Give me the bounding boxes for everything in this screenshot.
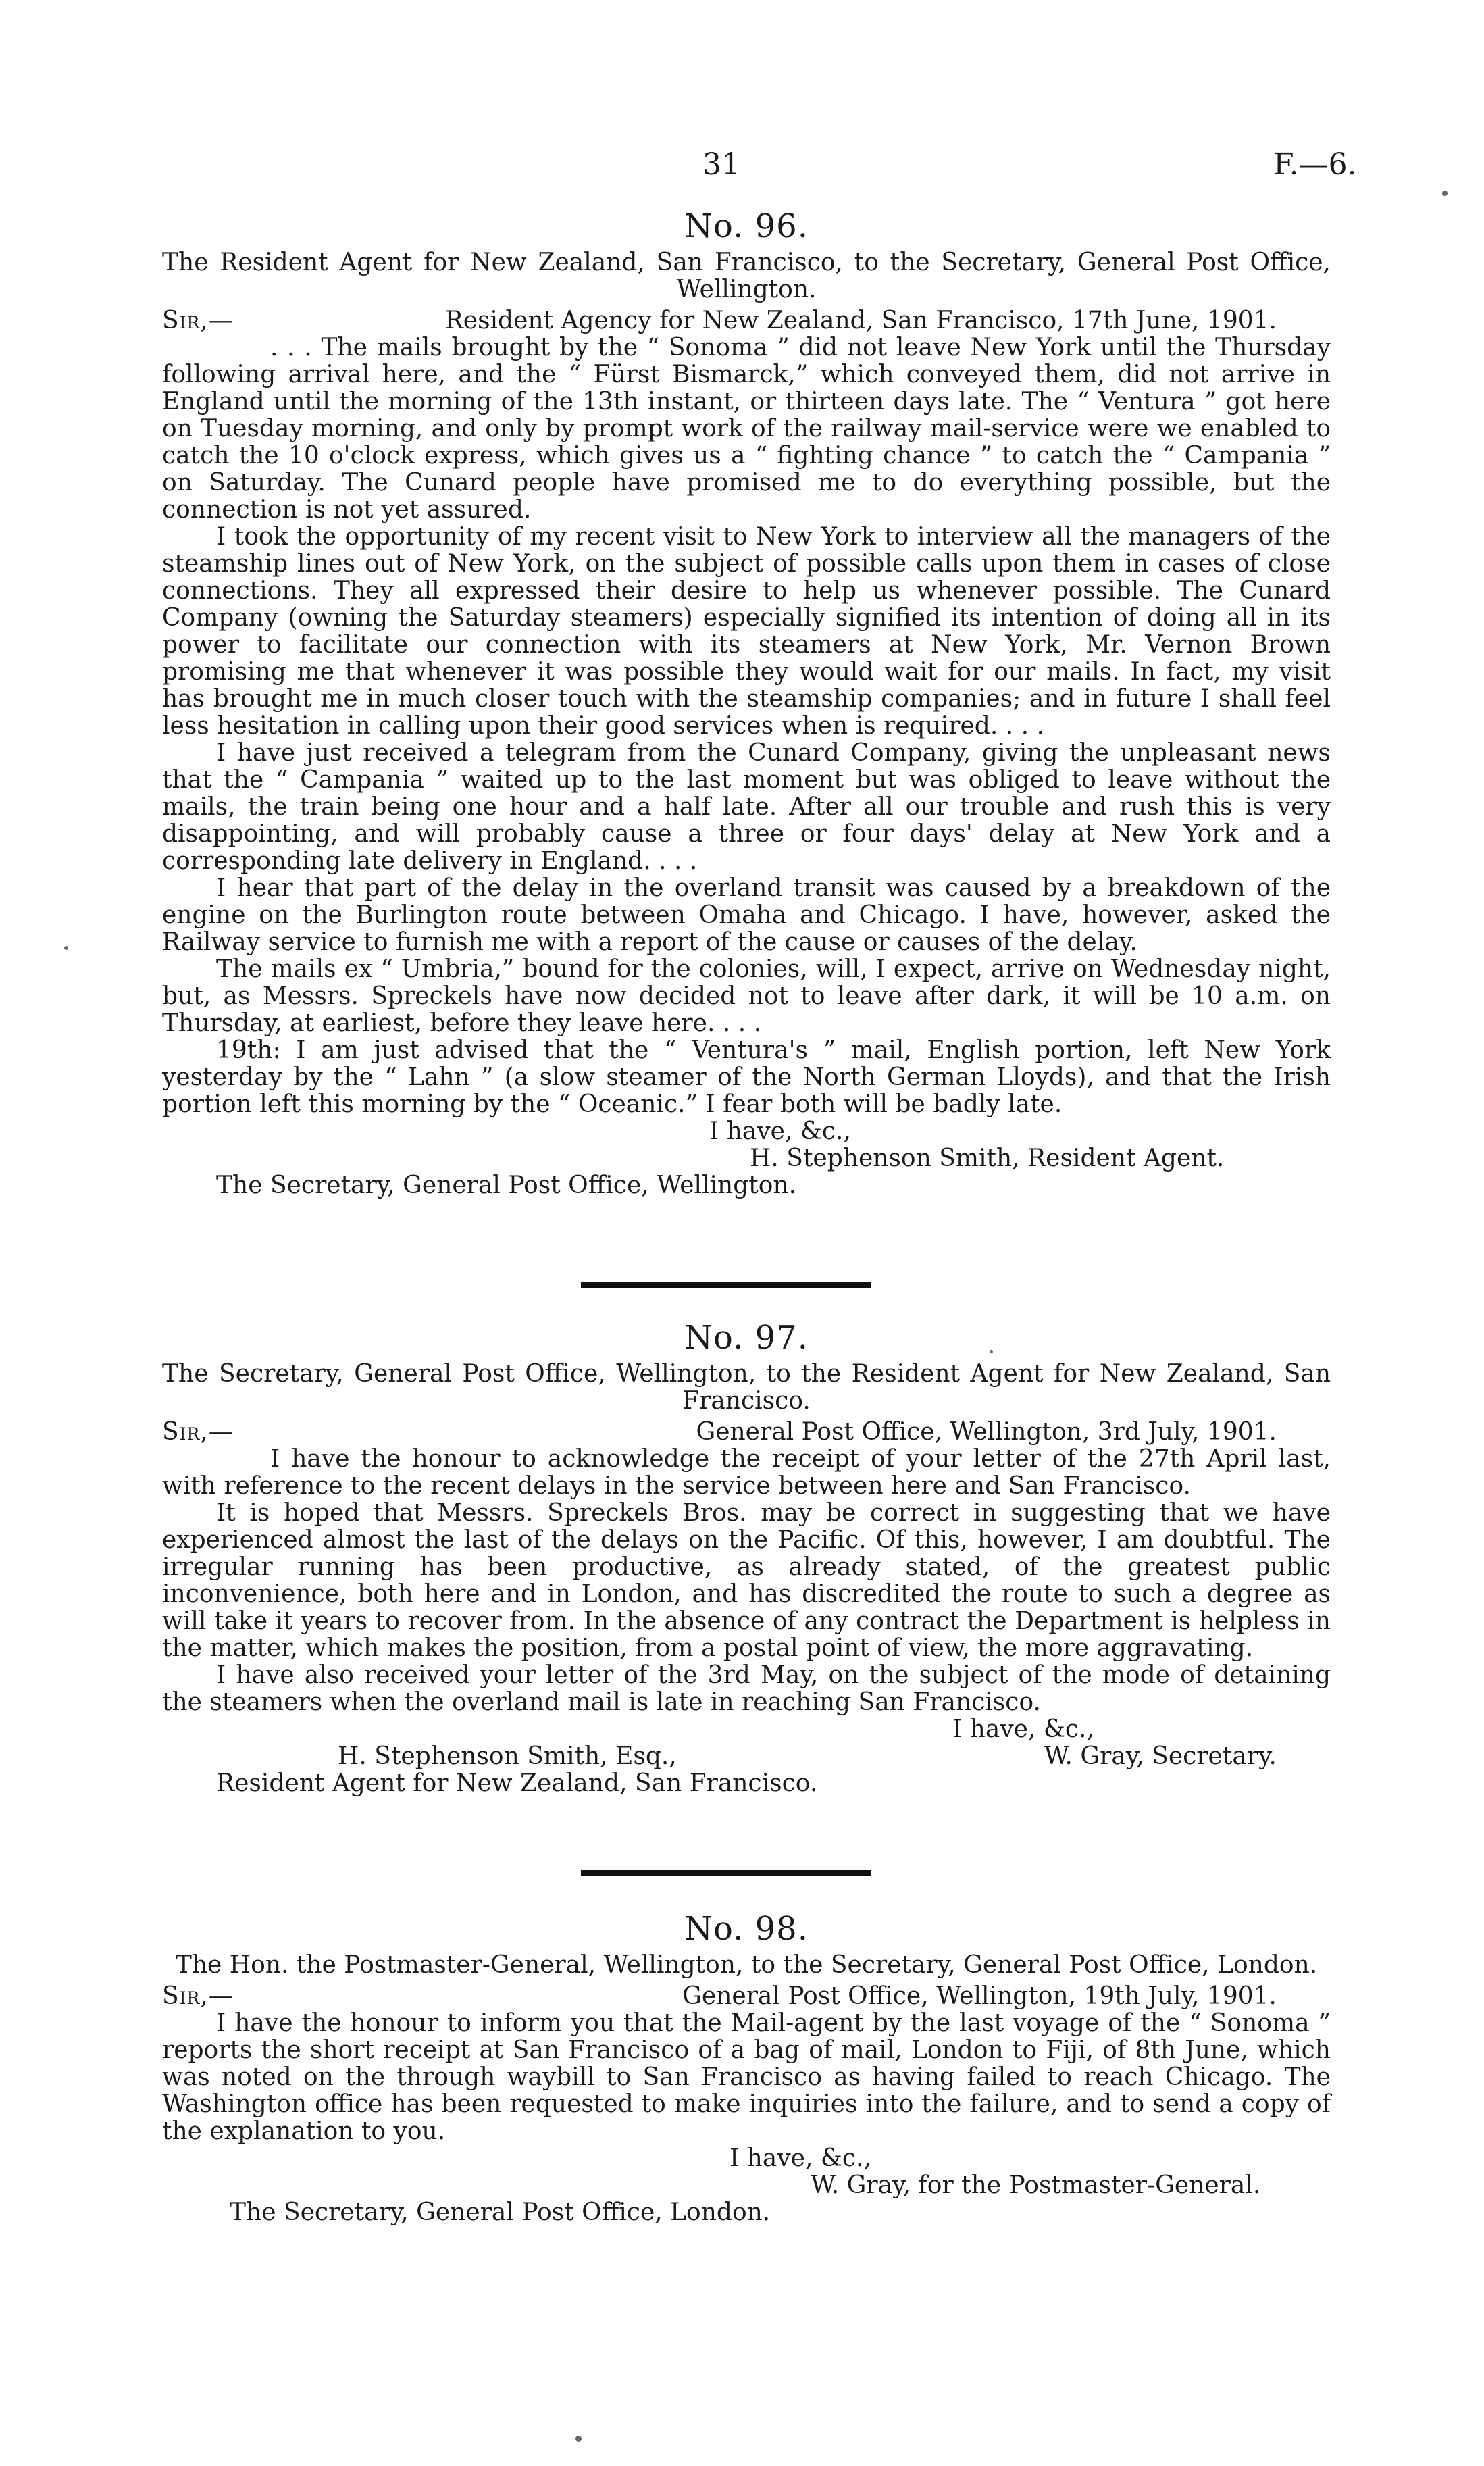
letter-97 <box>162 1319 1331 1797</box>
signature: W. Gray, Secretary. <box>1044 1742 1277 1770</box>
letter-heading: The Secretary, General Post Office, Wellington, to the Resident Agent for New Zealand, San Francisco. <box>162 1360 1331 1415</box>
letter-paragraph: . . . The mails brought by the “ Sonoma ” did not leave New York until the Thursday following arrival here, and the “ Fürst Bismarck,” which conveyed them, did not arrive in England until the morning of the 13th instant, or thirteen days late. The “ Ventura ” got here on Tuesday morning, and only by prompt work of the railway mail-service were we enabled to catch the 10 o'clock express, which gives us a “ fighting chance ” to catch the “ Campania ” on Saturday. The Cunard people have promised me to do everything possible, but the connection is not yet assured. <box>162 334 1331 524</box>
letter-paragraph: I have the honour to acknowledge the receipt of your letter of the 27th April last, with reference to the recent delays in the service between here and San Francisco. <box>162 1445 1331 1500</box>
salutation-line <box>162 1983 1331 2010</box>
salutation: Sir,— <box>162 307 234 334</box>
scan-speck <box>64 946 68 950</box>
page-number: 31 <box>702 147 740 182</box>
salutation-line <box>162 307 1331 334</box>
letter-96 <box>162 207 1331 1199</box>
closing: I have, &c., <box>709 1117 851 1145</box>
section-divider <box>581 1870 871 1876</box>
closing: I have, &c., <box>952 1715 1094 1743</box>
section-divider <box>581 1282 871 1288</box>
salutation-line <box>162 1419 1331 1446</box>
letter-98 <box>162 1910 1331 2226</box>
scan-speck <box>990 1350 993 1353</box>
letter-number: No. 97. <box>684 1319 809 1357</box>
signature-line <box>162 1743 1331 1770</box>
sender-address: Resident Agency for New Zealand, San Francisco, 17th June, 1901. <box>444 307 1277 334</box>
letter-paragraph: I have the honour to inform you that the Mail-agent by the last voyage of the “ Sonoma ” reports the short receipt at San Francisco of a bag of mail, London to Fiji, of 8th June, which was noted on the through waybill to San Francisco as having failed to reach Chicago. The Washington office has been requested to make inquiries into the failure, and to send a copy of the explanation to you. <box>162 2009 1331 2145</box>
addressee: Resident Agent for New Zealand, San Francisco. <box>216 1769 818 1797</box>
addressee: The Secretary, General Post Office, Wellington. <box>216 1172 797 1199</box>
salutation: Sir,— <box>162 1982 234 2010</box>
letter-paragraph: I took the opportunity of my recent visit to New York to interview all the managers of the steamship lines out of New York, on the subject of possible calls upon them in cases of close connections. They all expressed their desire to help us whenever possible. The Cunard Company (owning the Saturday steamers) especially signified its intention of doing all in its power to facilitate our connection with its steamers at New York, Mr. Vernon Brown promising me that whenever it was possible they would wait for our mails. In fact, my visit has brought me in much closer touch with the steamship companies; and in future I shall feel less hesitation in calling upon their good services when is required. . . . <box>162 523 1331 740</box>
letter-paragraph: I hear that part of the delay in the overland transit was caused by a breakdown of the engine on the Burlington route between Omaha and Chicago. I have, however, asked the Railway service to furnish me with a report of the cause or causes of the delay. <box>162 874 1331 956</box>
letter-paragraph: I have just received a telegram from the Cunard Company, giving the unpleasant news that the “ Campania ” waited up to the last moment but was obliged to leave without the mails, the train being one hour and a half late. After all our trouble and rush this is very disappointing, and will probably cause a three or four days' delay at New York and a corresponding late delivery in England. . . . <box>162 739 1331 875</box>
signature: H. Stephenson Smith, Resident Agent. <box>750 1144 1225 1172</box>
addressee: The Secretary, General Post Office, London. <box>230 2198 771 2226</box>
letter-number: No. 98. <box>684 1910 809 1948</box>
letter-heading: The Resident Agent for New Zealand, San Francisco, to the Secretary, General Post Office, Wellington. <box>162 249 1331 303</box>
letter-paragraph: I have also received your letter of the 3rd May, on the subject of the mode of detaining the steamers when the overland mail is late in reaching San Francisco. <box>162 1661 1331 1716</box>
sender-address: General Post Office, Wellington, 3rd July, 1901. <box>696 1418 1277 1446</box>
letter-paragraph: The mails ex “ Umbria,” bound for the colonies, will, I expect, arrive on Wednesday night, but, as Messrs. Spreckels have now decided not to leave after dark, it will be 10 a.m. on Thursday, at earliest, before they leave here. . . . <box>162 955 1331 1037</box>
letter-heading: The Hon. the Postmaster-General, Wellington, to the Secretary, General Post Office, London. <box>175 1951 1318 1979</box>
letter-number: No. 96. <box>684 207 809 245</box>
sender-address: General Post Office, Wellington, 19th July, 1901. <box>682 1982 1277 2010</box>
addressee-name: H. Stephenson Smith, Esq., <box>338 1742 677 1770</box>
scan-speck <box>575 2436 582 2442</box>
scan-speck <box>1442 191 1448 196</box>
signature: W. Gray, for the Postmaster-General. <box>811 2171 1261 2199</box>
letter-paragraph: 19th: I am just advised that the “ Ventura's ” mail, English portion, left New York yesterday by the “ Lahn ” (a slow steamer of the North German Lloyds), and that the Irish portion left this morning by the “ Oceanic.” I fear both will be badly late. <box>162 1036 1331 1118</box>
letter-paragraph: It is hoped that Messrs. Spreckels Bros. may be correct in suggesting that we have experienced almost the last of the delays on the Pacific. Of this, however, I am doubtful. The irregular running has been productive, as already stated, of the greatest public inconvenience, both here and in London, and has discredited the route to such a degree as will take it years to recover from. In the absence of any contract the Department is helpless in the matter, which makes the position, from a postal point of view, the more aggravating. <box>162 1499 1331 1662</box>
salutation: Sir,— <box>162 1418 234 1446</box>
closing: I have, &c., <box>730 2144 871 2172</box>
document-reference: F.—6. <box>1273 147 1357 182</box>
